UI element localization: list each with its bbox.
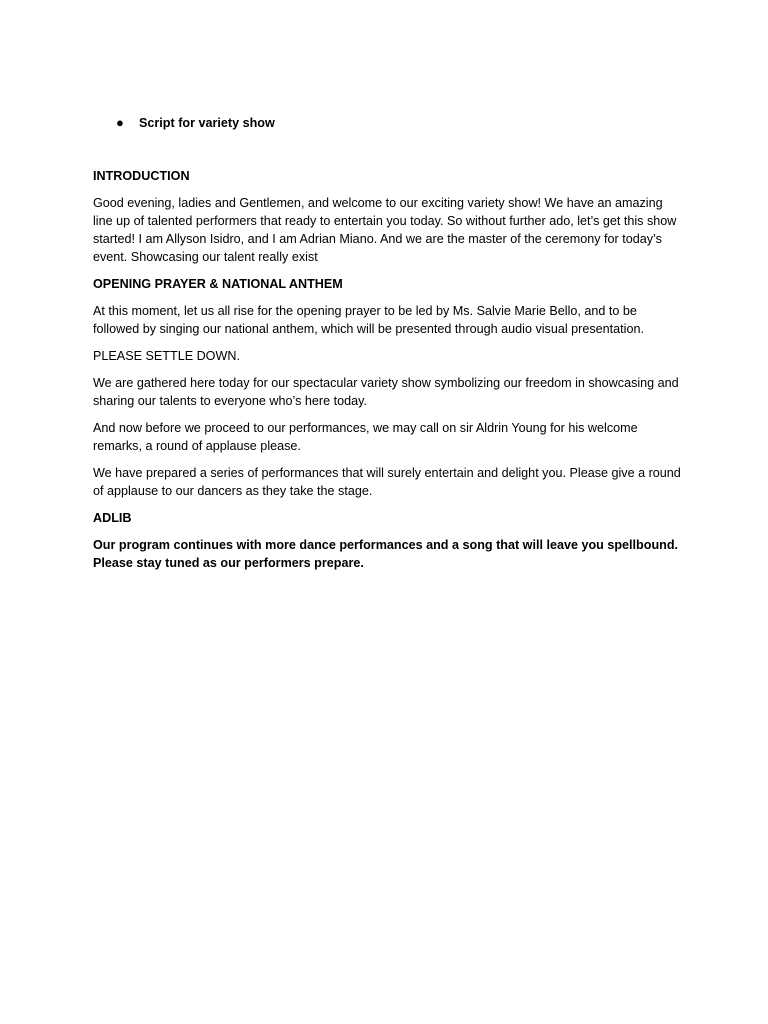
- gathered-paragraph: We are gathered here today for our spectacular variety show symbolizing our freedom in showcasing and sharing our talents to everyone who’s here today.: [93, 376, 679, 408]
- introduction-paragraph: Good evening, ladies and Gentlemen, and welcome to our exciting variety show! We have an amazing line up of talented performers that ready to entertain you today. So without further ado, let’s get this show started! I am Allyson Isidro, and I am Adrian Miano. And we are the master of the ceremony for today’s event. Showcasing our talent really exist: [93, 196, 677, 264]
- bullet-item: [93, 113, 683, 133]
- bullet-text: Script for variety show: [139, 116, 275, 130]
- proceed-paragraph: And now before we proceed to our performances, we may call on sir Aldrin Young for his welcome remarks, a round of applause please.: [93, 421, 638, 453]
- document-body: [93, 113, 683, 581]
- introduction-heading: INTRODUCTION: [93, 169, 190, 183]
- adlib-heading: ADLIB: [93, 511, 132, 525]
- continues-paragraph: Our program continues with more dance performances and a song that will leave you spellbound. Please stay tuned as our performers prepare.: [93, 538, 679, 570]
- bullet-icon: ●: [116, 115, 124, 130]
- opening-heading: OPENING PRAYER & NATIONAL ANTHEM: [93, 277, 343, 291]
- prepared-paragraph: We have prepared a series of performances that will surely entertain and delight you. Please give a round of applause to our dancers as they take the stage.: [93, 466, 681, 498]
- opening-paragraph: At this moment, let us all rise for the opening prayer to be led by Ms. Salvie Marie Bello, and to be followed by singing our national anthem, which will be presented through audio visual presentation.: [93, 304, 644, 336]
- settle-paragraph: PLEASE SETTLE DOWN.: [93, 349, 240, 363]
